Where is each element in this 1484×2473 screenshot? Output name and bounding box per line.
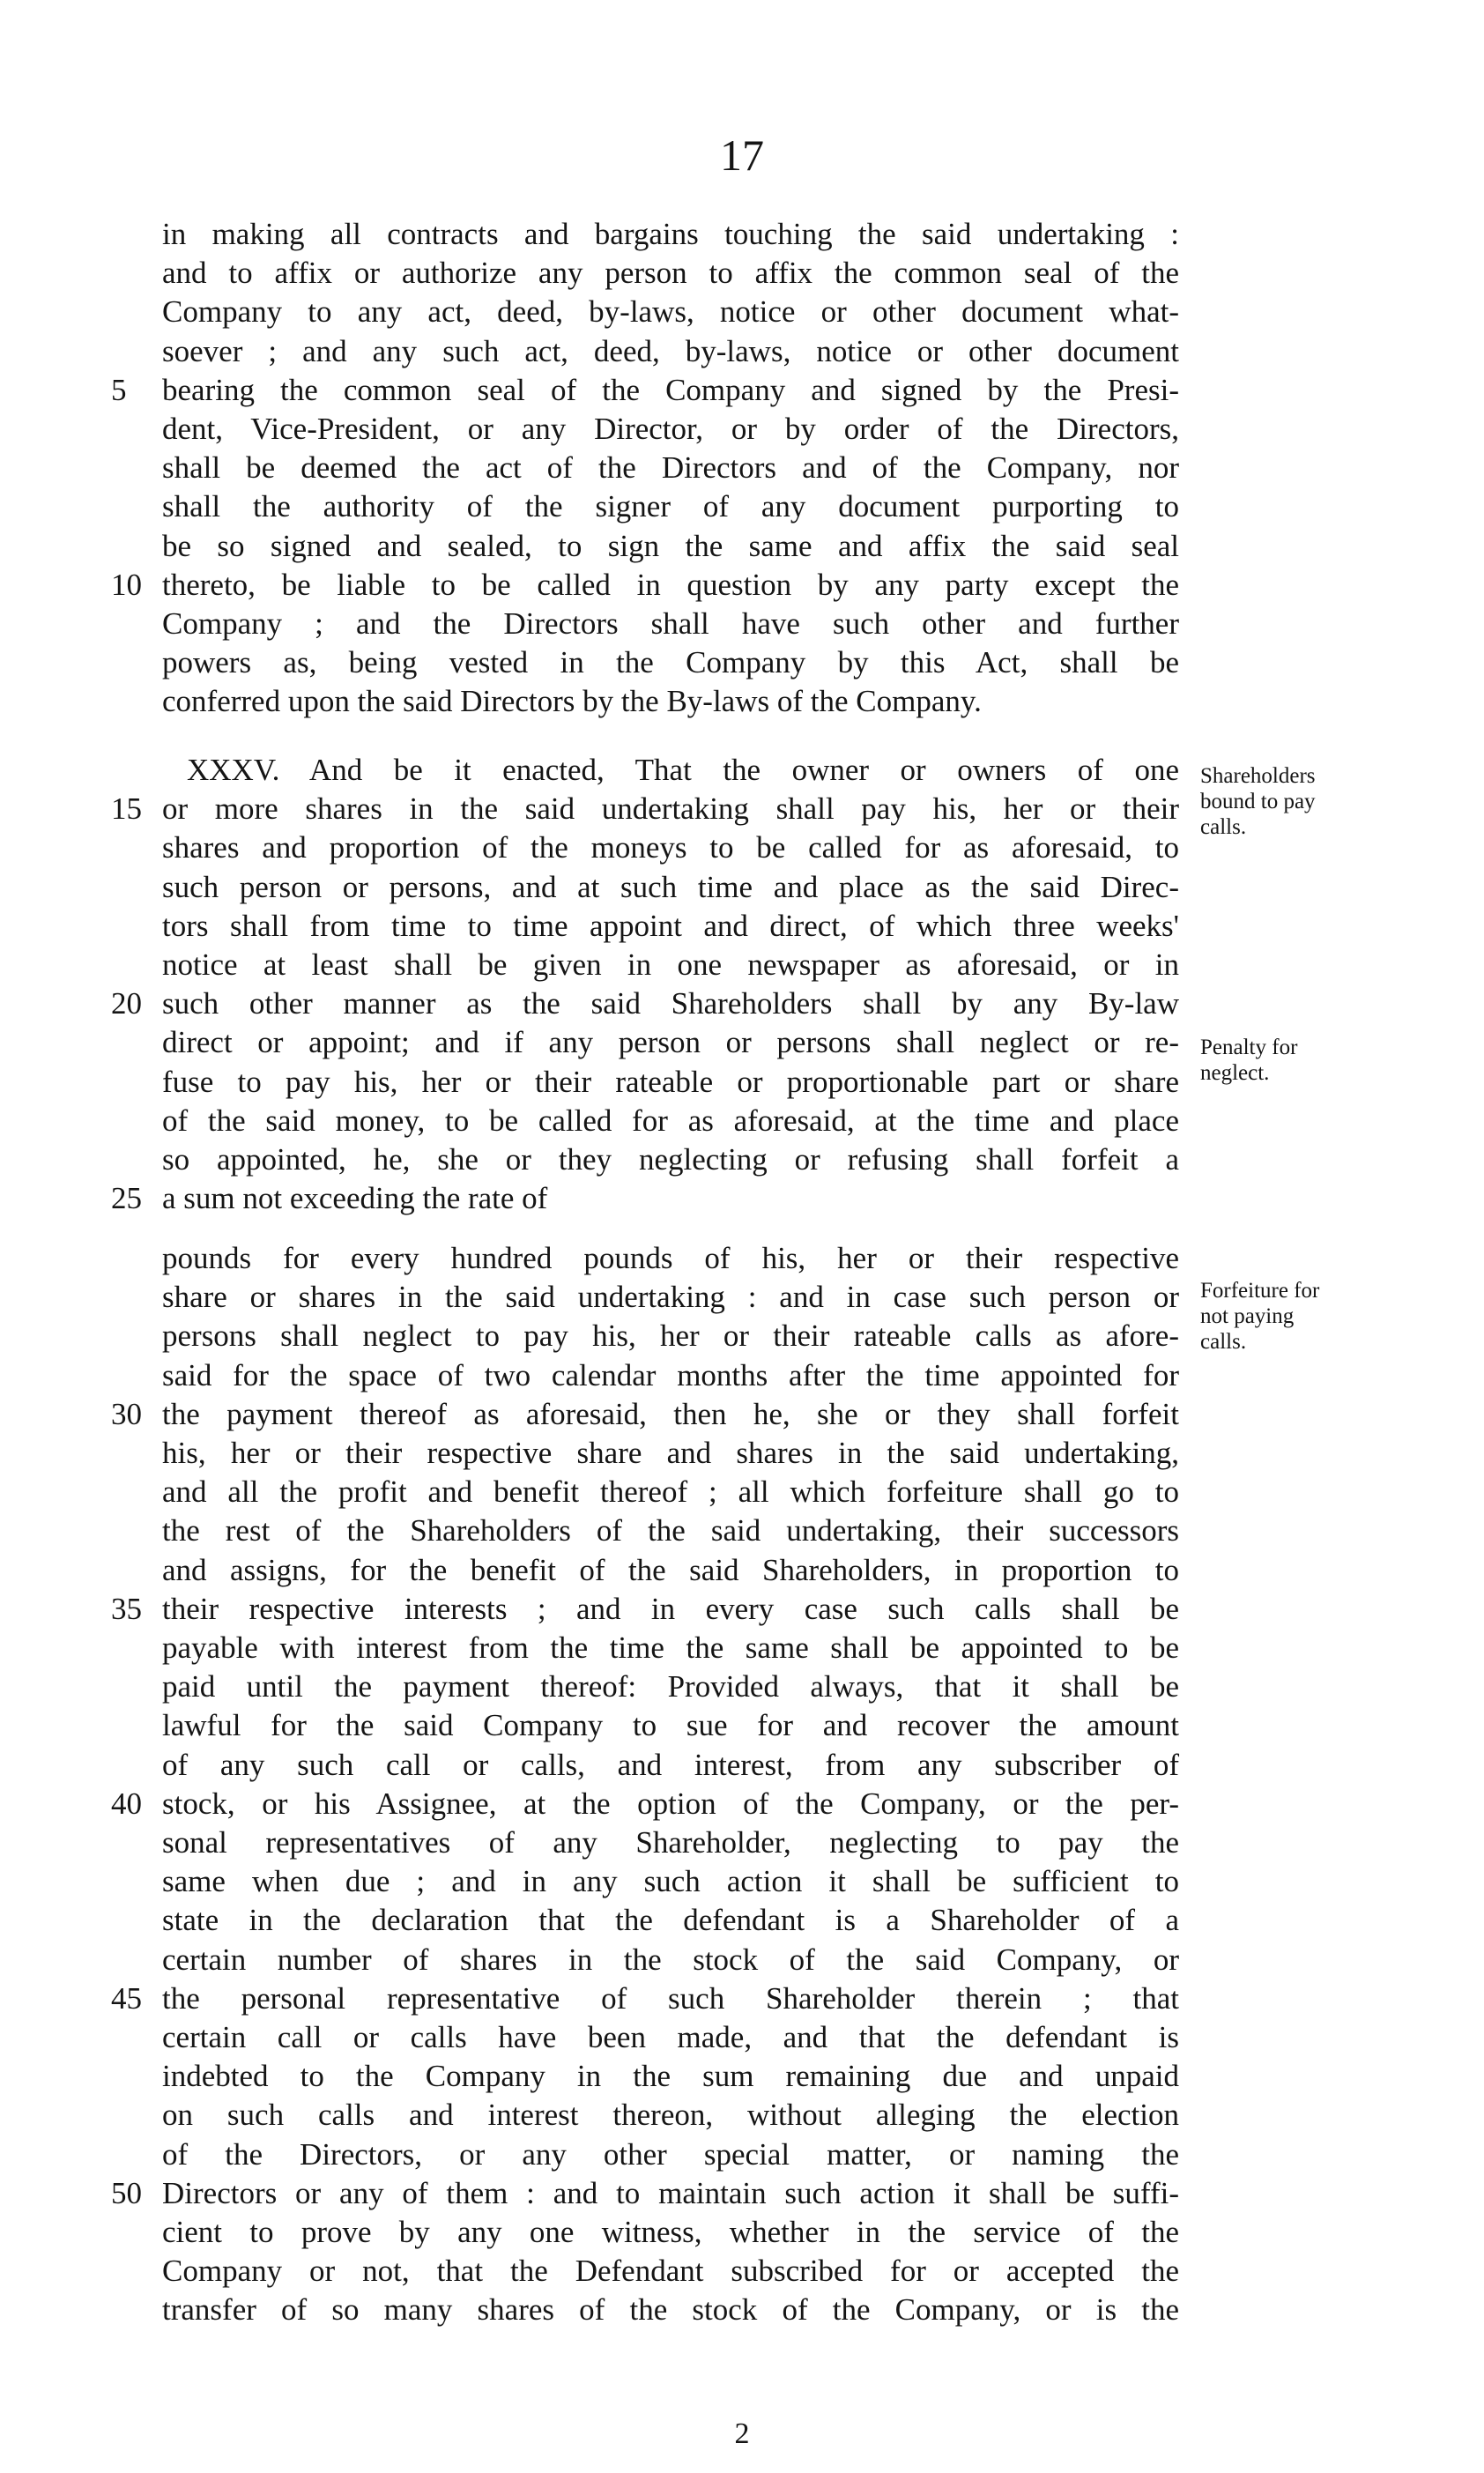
text-line: notice at least shall be given in one newspaper as aforesaid, or in [162, 947, 1179, 982]
text-line: on such calls and interest thereon, without alleging the election [162, 2098, 1179, 2132]
line-number: 15 [111, 791, 142, 826]
margin-note-line: calls. [1200, 815, 1247, 839]
text-line: XXXV. And be it enacted, That the owner or owners of one [187, 753, 1179, 787]
text-line: and to affix or authorize any person to affix the common seal of the [162, 256, 1179, 290]
text-line: tors shall from time to time appoint and direct, of which three weeks' [162, 909, 1179, 943]
text-line: persons shall neglect to pay his, her or their rateable calls as afore- [162, 1318, 1179, 1353]
margin-note-shareholders-bound [1200, 763, 1465, 840]
margin-note-line: calls. [1200, 1330, 1247, 1354]
text-line: their respective interests ; and in every case such calls shall be [162, 1592, 1179, 1626]
margin-note-line: not paying [1200, 1304, 1295, 1328]
text-line: or more shares in the said undertaking shall pay his, her or their [162, 791, 1179, 826]
text-line: shall be deemed the act of the Directors and of the Company, nor [162, 450, 1179, 485]
text-line: so appointed, he, she or they neglecting or refusing shall forfeit a [162, 1142, 1179, 1177]
text-line: be so signed and sealed, to sign the same and affix the said seal [162, 529, 1179, 563]
text-line: cient to prove by any one witness, whether in the service of the [162, 2215, 1179, 2249]
margin-note-line: Forfeiture for [1200, 1279, 1320, 1303]
text-line: sonal representatives of any Shareholder, neglecting to pay the [162, 1825, 1179, 1860]
text-line: such other manner as the said Shareholders shall by any By-law [162, 986, 1179, 1021]
text-line: fuse to pay his, her or their rateable or proportionable part or share [162, 1065, 1179, 1099]
margin-note-forfeiture [1200, 1278, 1465, 1355]
text-line: paid until the payment thereof: Provided always, that it shall be [162, 1669, 1179, 1704]
line-number: 50 [111, 2176, 142, 2210]
text-line: bearing the common seal of the Company and signed by the Presi- [162, 373, 1179, 407]
text-line: and assigns, for the benefit of the said Shareholders, in proportion to [162, 1553, 1179, 1587]
text-line: in making all contracts and bargains touching the said undertaking : [162, 217, 1179, 251]
text-line: said for the space of two calendar months after the time appointed for [162, 1358, 1179, 1392]
text-line: Company ; and the Directors shall have such other and further [162, 606, 1179, 641]
text-line: the payment thereof as aforesaid, then he, she or they shall forfeit [162, 1397, 1179, 1431]
line-number: 5 [111, 373, 127, 407]
page-signature: 2 [734, 2417, 750, 2450]
text-line: pounds for every hundred pounds of his, her or their respective [162, 1241, 1179, 1275]
line-number: 30 [111, 1397, 142, 1431]
line-number: 35 [111, 1592, 142, 1626]
text-line: share or shares in the said undertaking : and in case such person or [162, 1280, 1179, 1314]
page-number: 17 [720, 130, 764, 180]
text-line: thereto, be liable to be called in question by any party except the [162, 568, 1179, 602]
line-number: 25 [111, 1181, 142, 1215]
text-line: of any such call or calls, and interest, from any subscriber of [162, 1748, 1179, 1782]
text-line: certain number of shares in the stock of the said Company, or [162, 1942, 1179, 1977]
text-line: shall the authority of the signer of any document purporting to [162, 489, 1179, 524]
text-line: his, her or their respective share and shares in the said undertaking, [162, 1436, 1179, 1470]
text-line: of the said money, to be called for as aforesaid, at the time and place [162, 1103, 1179, 1138]
text-line: conferred upon the said Directors by the By-laws of the Company. [162, 684, 982, 718]
text-line: Company or not, that the Defendant subscribed for or accepted the [162, 2254, 1179, 2288]
text-line: shares and proportion of the moneys to be called for as aforesaid, to [162, 830, 1179, 865]
text-line: and all the profit and benefit thereof ; all which forfeiture shall go to [162, 1474, 1179, 1509]
margin-note-line: bound to pay [1200, 790, 1316, 813]
margin-note-line: Penalty for [1200, 1036, 1298, 1059]
text-line: state in the declaration that the defendant is a Shareholder of a [162, 1903, 1179, 1937]
margin-note-line: neglect. [1200, 1061, 1270, 1085]
text-line: transfer of so many shares of the stock of the Company, or is the [162, 2292, 1179, 2327]
text-line: Directors or any of them : and to maintain such action it shall be suffi- [162, 2176, 1179, 2210]
line-number: 10 [111, 568, 142, 602]
text-line: the personal representative of such Shareholder therein ; that [162, 1981, 1179, 2016]
text-line: powers as, being vested in the Company by this Act, shall be [162, 645, 1179, 680]
text-line: of the Directors, or any other special matter, or naming the [162, 2137, 1179, 2172]
margin-note-line: Shareholders [1200, 764, 1316, 788]
line-number: 20 [111, 986, 142, 1021]
line-number: 40 [111, 1786, 142, 1821]
text-line: same when due ; and in any such action it shall be sufficient to [162, 1864, 1179, 1898]
text-line: such person or persons, and at such time and place as the said Direc- [162, 870, 1179, 904]
text-line: a sum not exceeding the rate of [162, 1181, 548, 1215]
text-line: certain call or calls have been made, and that the defendant is [162, 2020, 1179, 2054]
text-line: dent, Vice-President, or any Director, or by order of the Directors, [162, 412, 1179, 446]
text-line: payable with interest from the time the same shall be appointed to be [162, 1630, 1179, 1665]
text-line: soever ; and any such act, deed, by-laws, notice or other document [162, 334, 1179, 368]
margin-note-penalty [1200, 1035, 1465, 1086]
text-line: Company to any act, deed, by-laws, notice or other document what- [162, 294, 1179, 329]
text-line: indebted to the Company in the sum remaining due and unpaid [162, 2059, 1179, 2093]
text-line: lawful for the said Company to sue for and recover the amount [162, 1708, 1179, 1742]
text-line: direct or appoint; and if any person or persons shall neglect or re- [162, 1025, 1179, 1059]
text-line: stock, or his Assignee, at the option of the Company, or the per- [162, 1786, 1179, 1821]
line-number: 45 [111, 1981, 142, 2016]
text-line: the rest of the Shareholders of the said undertaking, their successors [162, 1513, 1179, 1548]
